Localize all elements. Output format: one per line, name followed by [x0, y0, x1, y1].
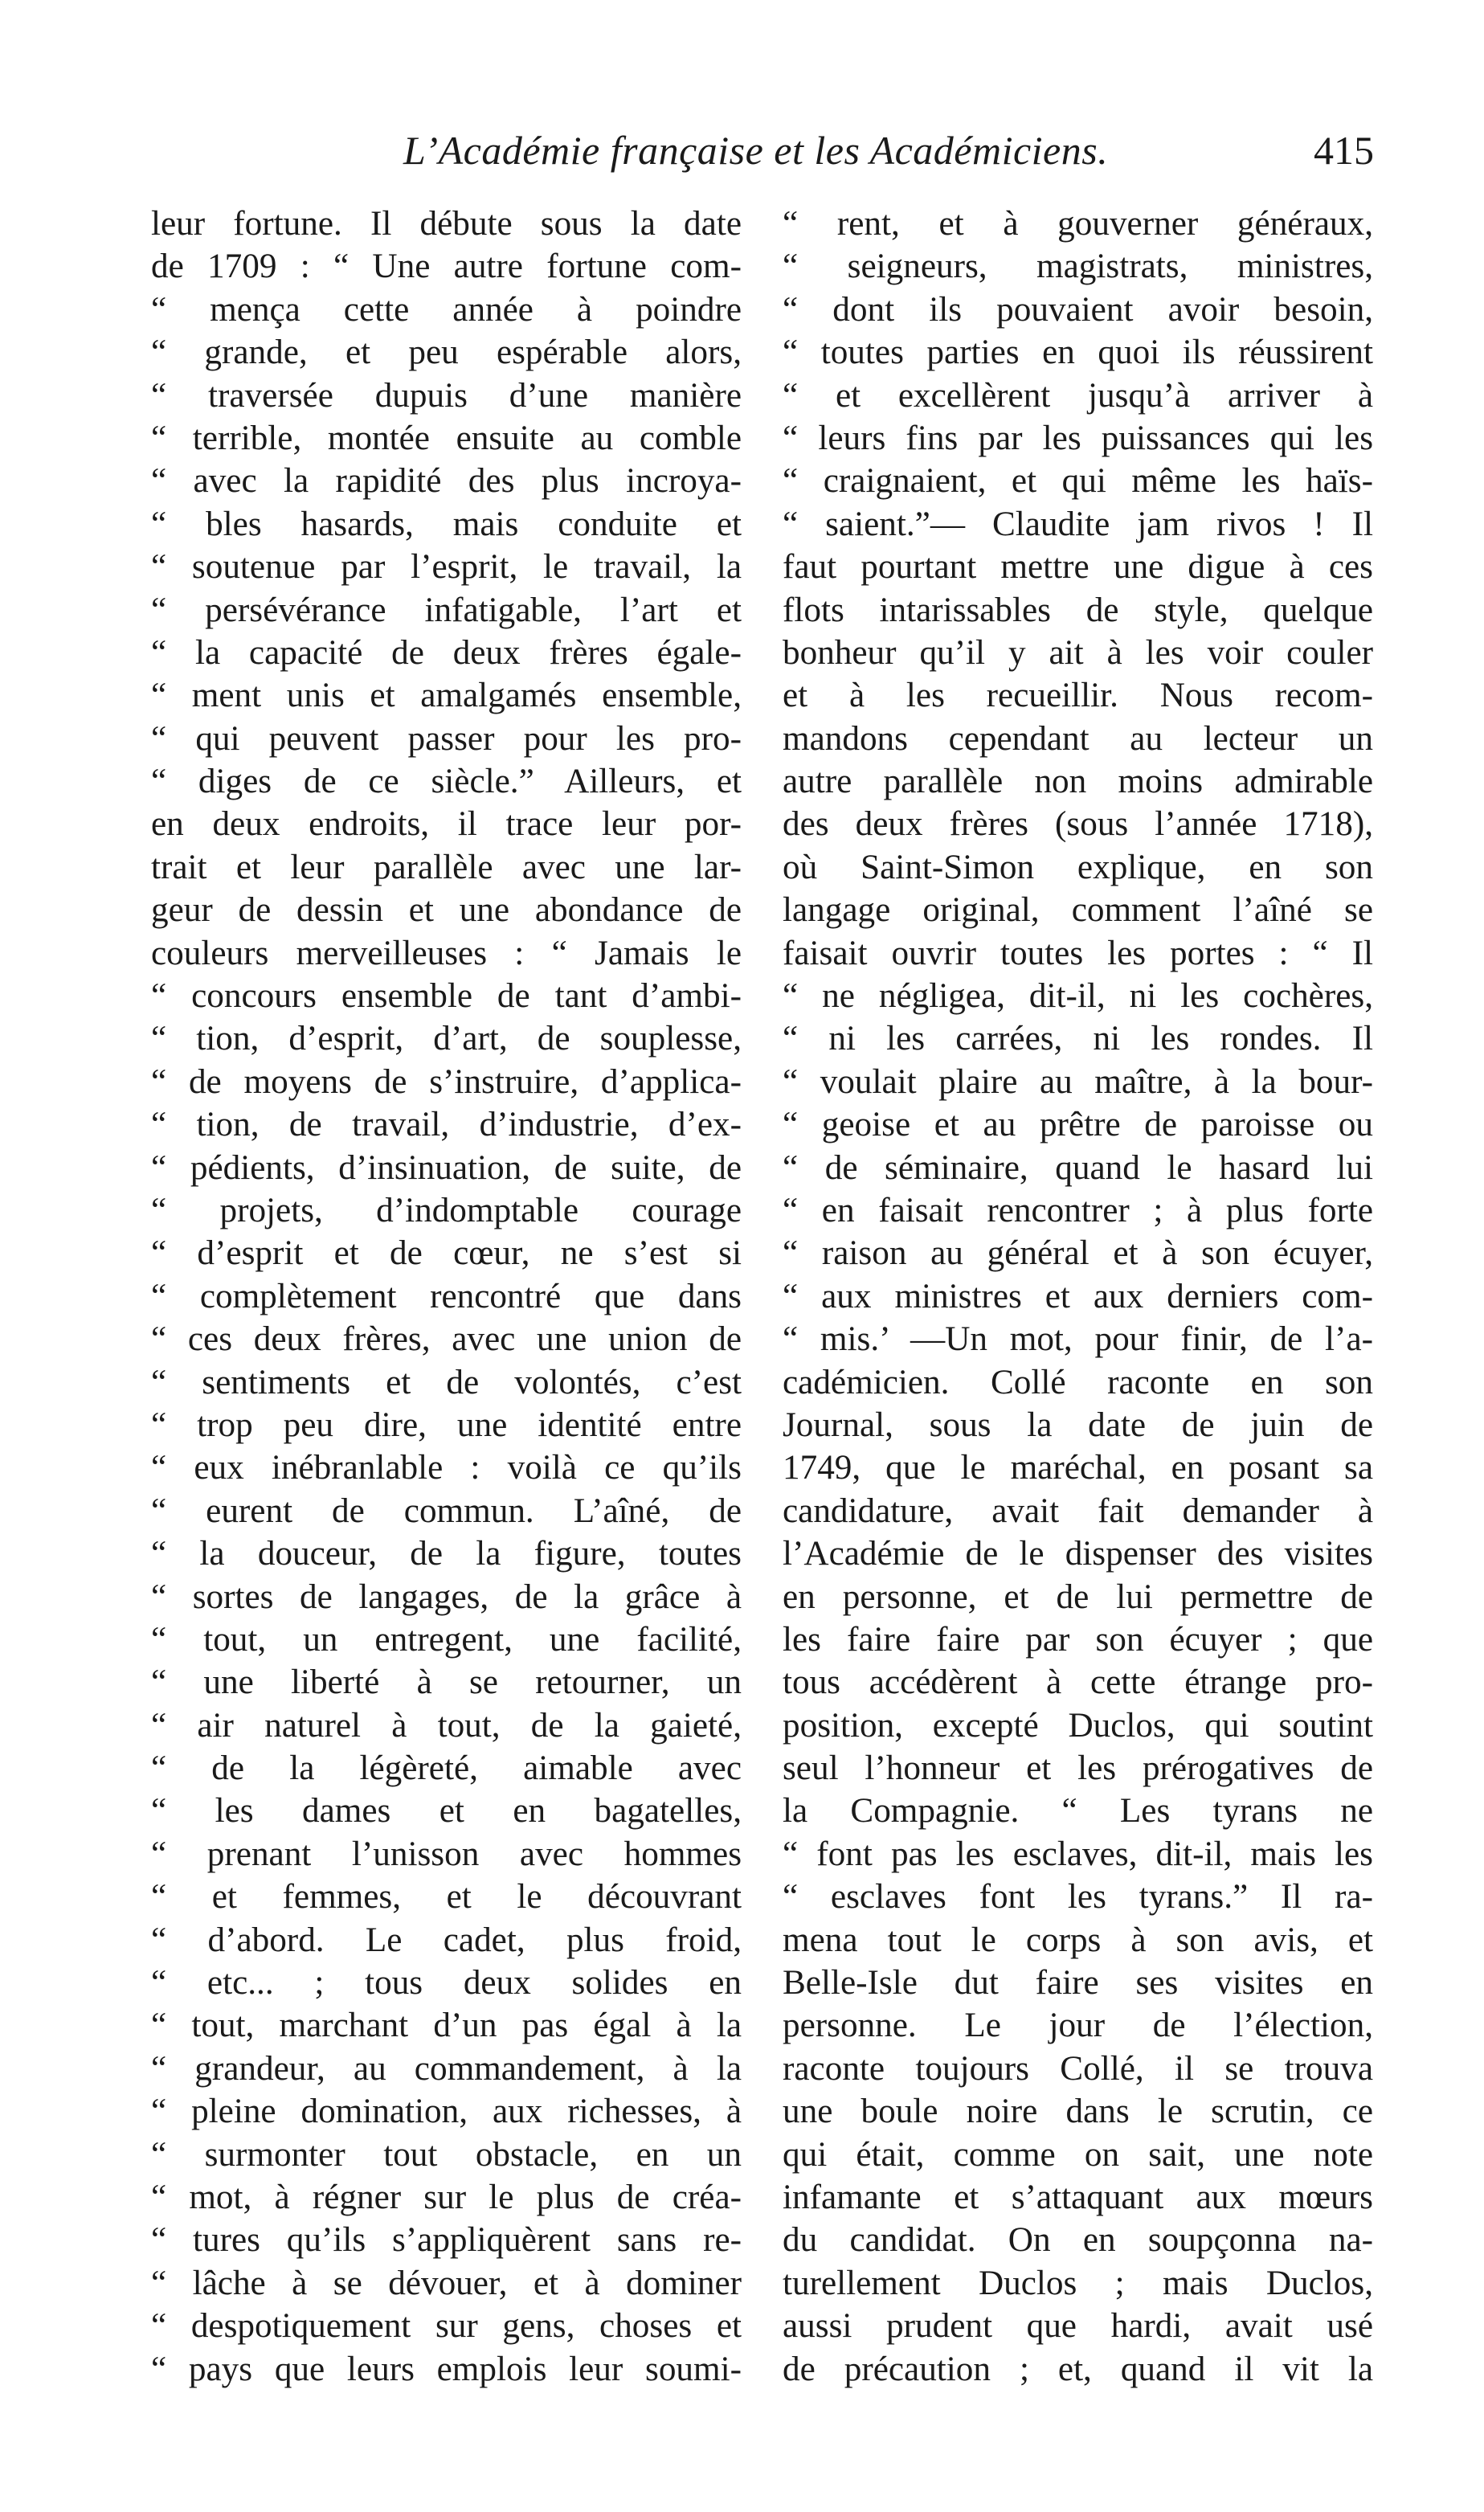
text-line: “ pédients, d’insinuation, de suite, de: [151, 1148, 742, 1187]
text-line: “ etc... ; tous deux solides en: [151, 1964, 742, 2003]
text-column-left: [151, 203, 742, 2391]
text-line: “ ni les carrées, ni les rondes. Il: [783, 1020, 1373, 1058]
text-line: “ toutes parties en quoi ils réussirent: [783, 333, 1373, 372]
page-number: 415: [1314, 128, 1374, 173]
text-line: “ saient.”— Claudite jam rivos ! Il: [783, 505, 1373, 543]
text-line: “ de moyens de s’instruire, d’applica-: [151, 1062, 742, 1101]
text-line: “ eux inébranlable : voilà ce qu’ils: [151, 1449, 742, 1487]
text-line: en personne, et de lui permettre de: [783, 1577, 1373, 1616]
text-line: “ ces deux frères, avec une union de: [151, 1320, 742, 1359]
text-line: flots intarissables de style, quelque: [783, 591, 1373, 629]
text-line: “ pays que leurs emplois leur soumi-: [151, 2350, 742, 2388]
text-line: mena tout le corps à son avis, et: [783, 1921, 1373, 1959]
text-line: “ sentiments et de volontés, c’est: [151, 1363, 742, 1401]
text-line: de précaution ; et, quand il vit la: [783, 2350, 1373, 2388]
text-line: “ pleine domination, aux richesses, à: [151, 2093, 742, 2131]
text-line: “ air naturel à tout, de la gaieté,: [151, 1706, 742, 1745]
text-line: faisait ouvrir toutes les portes : “ Il: [783, 934, 1373, 972]
text-line: “ de la légèreté, aimable avec: [151, 1749, 742, 1788]
text-line: infamante et s’attaquant aux mœurs: [783, 2178, 1373, 2216]
text-line: “ soutenue par l’esprit, le travail, la: [151, 548, 742, 587]
text-line: du candidat. On en soupçonna na-: [783, 2221, 1373, 2260]
text-line: “ complètement rencontré que dans: [151, 1277, 742, 1315]
text-line: “ tion, de travail, d’industrie, d’ex-: [151, 1106, 742, 1144]
text-line: raconte toujours Collé, il se trouva: [783, 2049, 1373, 2088]
text-line: aussi prudent que hardi, avait usé: [783, 2307, 1373, 2346]
text-line: “ lâche à se dévouer, et à dominer: [151, 2264, 742, 2302]
text-line: “ bles hasards, mais conduite et: [151, 505, 742, 543]
text-line: “ grande, et peu espérable alors,: [151, 333, 742, 372]
text-line: “ la douceur, de la figure, toutes: [151, 1535, 742, 1573]
text-line: cadémicien. Collé raconte en son: [783, 1363, 1373, 1401]
text-line: Belle-Isle dut faire ses visites en: [783, 1964, 1373, 2003]
text-line: “ voulait plaire au maître, à la bour-: [783, 1062, 1373, 1101]
text-line: “ mença cette année à poindre: [151, 290, 742, 329]
text-line: candidature, avait fait demander à: [783, 1491, 1373, 1530]
text-line: 1749, que le maréchal, en posant sa: [783, 1449, 1373, 1487]
text-line: seul l’honneur et les prérogatives de: [783, 1749, 1373, 1788]
text-line: “ persévérance infatigable, l’art et: [151, 591, 742, 629]
text-line: “ tout, marchant d’un pas égal à la: [151, 2007, 742, 2045]
text-line: “ diges de ce siècle.” Ailleurs, et: [151, 763, 742, 801]
text-line: “ prenant l’unisson avec hommes: [151, 1835, 742, 1873]
text-line: turellement Duclos ; mais Duclos,: [783, 2264, 1373, 2302]
text-line: “ de séminaire, quand le hasard lui: [783, 1148, 1373, 1187]
text-line: “ d’abord. Le cadet, plus froid,: [151, 1921, 742, 1959]
text-line: des deux frères (sous l’année 1718),: [783, 805, 1373, 844]
text-line: où Saint-Simon explique, en son: [783, 848, 1373, 886]
text-line: “ sortes de langages, de la grâce à: [151, 1577, 742, 1616]
text-line: “ et femmes, et le découvrant: [151, 1878, 742, 1917]
text-line: “ mis.’ —Un mot, pour finir, de l’a-: [783, 1320, 1373, 1359]
text-line: “ despotiquement sur gens, choses et: [151, 2307, 742, 2346]
text-line: “ rent, et à gouverner généraux,: [783, 205, 1373, 243]
text-line: “ geoise et au prêtre de paroisse ou: [783, 1106, 1373, 1144]
text-line: “ mot, à régner sur le plus de créa-: [151, 2178, 742, 2216]
text-line: leur fortune. Il débute sous la date: [151, 205, 742, 243]
text-line: geur de dessin et une abondance de: [151, 891, 742, 930]
text-line: “ d’esprit et de cœur, ne s’est si: [151, 1234, 742, 1273]
text-line: et à les recueillir. Nous recom-: [783, 677, 1373, 715]
text-line: “ la capacité de deux frères égale-: [151, 633, 742, 672]
text-line: trait et leur parallèle avec une lar-: [151, 848, 742, 886]
text-line: “ eurent de commun. L’aîné, de: [151, 1491, 742, 1530]
text-line: bonheur qu’il y ait à les voir couler: [783, 633, 1373, 672]
text-line: “ une liberté à se retourner, un: [151, 1663, 742, 1702]
text-line: “ avec la rapidité des plus incroya-: [151, 462, 742, 501]
text-line: “ tures qu’ils s’appliquèrent sans re-: [151, 2221, 742, 2260]
text-line: “ ne négligea, dit-il, ni les cochères,: [783, 977, 1373, 1016]
text-line: “ grandeur, au commandement, à la: [151, 2049, 742, 2088]
text-line: l’Académie de le dispenser des visites: [783, 1535, 1373, 1573]
text-line: position, excepté Duclos, qui soutint: [783, 1706, 1373, 1745]
text-line: “ ment unis et amalgamés ensemble,: [151, 677, 742, 715]
text-column-right: [783, 203, 1373, 2391]
text-line: “ les dames et en bagatelles,: [151, 1792, 742, 1831]
text-line: langage original, comment l’aîné se: [783, 891, 1373, 930]
text-line: “ aux ministres et aux derniers com-: [783, 1277, 1373, 1315]
text-line: de 1709 : “ Une autre fortune com-: [151, 248, 742, 286]
text-line: “ seigneurs, magistrats, ministres,: [783, 248, 1373, 286]
text-line: “ font pas les esclaves, dit-il, mais les: [783, 1835, 1373, 1873]
text-line: “ tout, un entregent, une facilité,: [151, 1620, 742, 1659]
text-line: qui était, comme on sait, une note: [783, 2135, 1373, 2174]
text-line: “ projets, d’indomptable courage: [151, 1191, 742, 1229]
text-line: la Compagnie. “ Les tyrans ne: [783, 1792, 1373, 1831]
text-line: Journal, sous la date de juin de: [783, 1405, 1373, 1444]
text-line: une boule noire dans le scrutin, ce: [783, 2093, 1373, 2131]
text-line: faut pourtant mettre une digue à ces: [783, 548, 1373, 587]
text-line: les faire faire par son écuyer ; que: [783, 1620, 1373, 1659]
text-line: “ leurs fins par les puissances qui les: [783, 419, 1373, 457]
text-line: autre parallèle non moins admirable: [783, 763, 1373, 801]
text-line: en deux endroits, il trace leur por-: [151, 805, 742, 844]
text-line: tous accédèrent à cette étrange pro-: [783, 1663, 1373, 1702]
text-line: “ traversée dupuis d’une manière: [151, 376, 742, 415]
running-header: [153, 127, 1374, 191]
text-line: mandons cependant au lecteur un: [783, 719, 1373, 758]
text-line: “ trop peu dire, une identité entre: [151, 1405, 742, 1444]
text-line: “ qui peuvent passer pour les pro-: [151, 719, 742, 758]
text-line: couleurs merveilleuses : “ Jamais le: [151, 934, 742, 972]
text-line: “ surmonter tout obstacle, en un: [151, 2135, 742, 2174]
text-line: personne. Le jour de l’élection,: [783, 2007, 1373, 2045]
text-line: “ dont ils pouvaient avoir besoin,: [783, 290, 1373, 329]
running-title: L’Académie française et les Académiciens.: [403, 128, 1109, 173]
text-line: “ raison au général et à son écuyer,: [783, 1234, 1373, 1273]
text-line: “ et excellèrent jusqu’à arriver à: [783, 376, 1373, 415]
text-line: “ esclaves font les tyrans.” Il ra-: [783, 1878, 1373, 1917]
text-line: “ en faisait rencontrer ; à plus forte: [783, 1191, 1373, 1229]
text-line: “ tion, d’esprit, d’art, de souplesse,: [151, 1020, 742, 1058]
text-line: “ terrible, montée ensuite au comble: [151, 419, 742, 457]
text-line: “ concours ensemble de tant d’ambi-: [151, 977, 742, 1016]
text-line: “ craignaient, et qui même les haïs-: [783, 462, 1373, 501]
